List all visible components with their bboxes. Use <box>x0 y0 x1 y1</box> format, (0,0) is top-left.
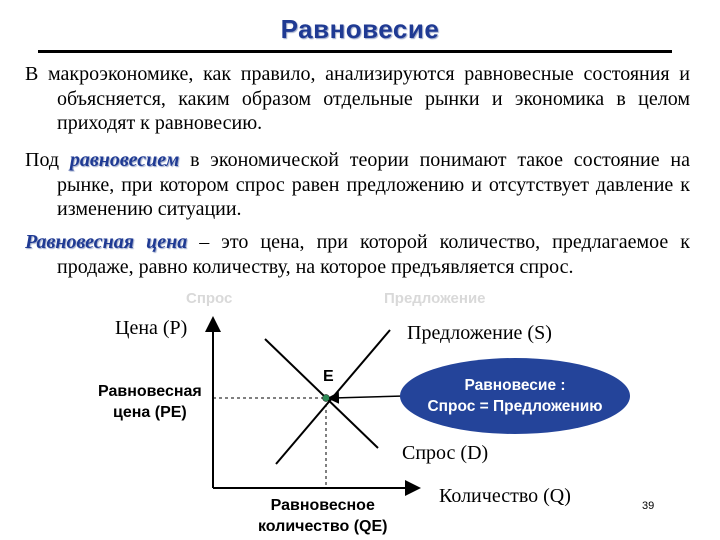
page-number: 39 <box>642 500 655 512</box>
ghost-text-right: Предложение <box>384 290 486 307</box>
eq-price-line1: Равновесная <box>98 383 202 400</box>
eq-price-line2: цена (PE) <box>113 404 187 421</box>
eq-qty-line1: Равновесное <box>270 497 375 514</box>
equilibrium-price-label <box>98 381 202 423</box>
supply-label: Предложение (S) <box>407 322 552 344</box>
term-equilibrium: равновесием <box>69 149 180 171</box>
p3-rest: – это цена, при которой количество, предлагаемое к продаже, равно количеству, на которое предъявляется спрос. <box>57 231 690 278</box>
equilibrium-point-label: E <box>323 368 334 385</box>
oval-pointer-arrow <box>333 396 404 398</box>
paragraph-macroeconomics: В макроэкономике, как правило, анализируются равновесные состояния и объясняется, каким образом отдельные рынки и экономика в целом приходят к равновесию. <box>25 63 690 134</box>
term-equilibrium-price: Равновесная цена <box>25 231 188 253</box>
demand-label: Спрос (D) <box>402 442 489 464</box>
p2-rest: в экономической теории понимают такое состояние на рынке, при котором спрос равен предложению и отсутствует давление к изменению ситуации. <box>57 149 690 220</box>
equilibrium-quantity-label <box>258 495 388 537</box>
equilibrium-callout-oval <box>400 358 630 434</box>
x-axis-label: Количество (Q) <box>439 485 571 507</box>
p2-lead: Под <box>25 149 70 171</box>
equilibrium-point <box>323 395 330 402</box>
oval-line1: Равновесие : <box>464 377 566 394</box>
oval-line2: Спрос = Предложению <box>427 398 603 415</box>
eq-qty-line2: количество (QE) <box>258 518 388 535</box>
ghost-text-left: Спрос <box>186 290 233 307</box>
y-axis-label: Цена (P) <box>115 317 188 339</box>
slide-title: Равновесие <box>280 14 440 44</box>
demand-curve <box>265 339 378 448</box>
